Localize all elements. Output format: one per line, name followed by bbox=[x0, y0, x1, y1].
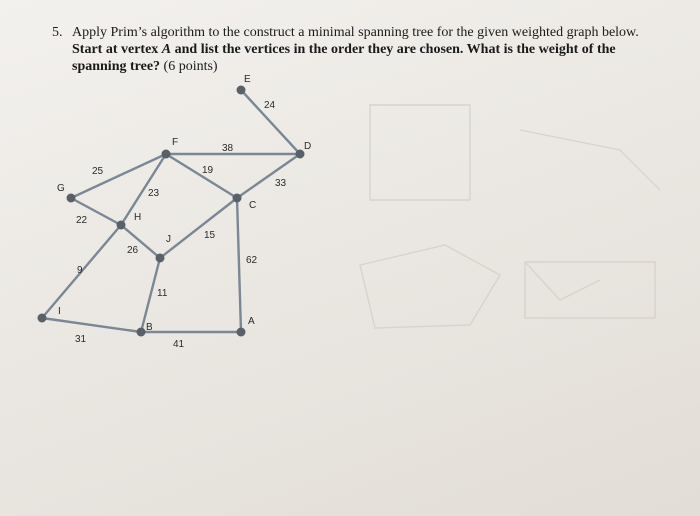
edge-weights bbox=[75, 100, 287, 350]
question-number: 5. bbox=[52, 25, 63, 40]
node-B bbox=[137, 328, 146, 337]
question-instruction-start: Start at vertex bbox=[72, 42, 159, 57]
vertex-label-G: G bbox=[57, 183, 65, 194]
vertex-label-D: D bbox=[304, 141, 312, 152]
weight-F-C: 19 bbox=[202, 165, 214, 176]
vertex-label-I: I bbox=[58, 306, 61, 317]
weight-G-F: 25 bbox=[92, 166, 104, 177]
bleed-through-marks bbox=[360, 105, 660, 328]
node-H bbox=[117, 221, 126, 230]
edge-I-B bbox=[42, 318, 141, 332]
start-vertex: A bbox=[161, 42, 172, 57]
question-points: (6 points) bbox=[163, 59, 218, 74]
weight-I-B: 31 bbox=[75, 334, 87, 345]
weight-D-C: 33 bbox=[275, 178, 287, 189]
weight-C-A: 62 bbox=[246, 255, 258, 266]
weight-B-A: 41 bbox=[173, 339, 185, 350]
node-A bbox=[237, 328, 246, 337]
vertex-label-B: B bbox=[146, 322, 153, 333]
graph-nodes bbox=[38, 86, 305, 337]
weight-F-H: 23 bbox=[148, 188, 160, 199]
vertex-label-J: J bbox=[166, 234, 171, 245]
node-F bbox=[162, 150, 171, 159]
vertex-label-F: F bbox=[172, 137, 179, 148]
vertex-label-C: C bbox=[249, 200, 257, 211]
weight-J-B: 11 bbox=[157, 288, 168, 299]
node-I bbox=[38, 314, 47, 323]
vertex-label-A: A bbox=[248, 316, 255, 327]
edge-C-J bbox=[160, 198, 237, 258]
weight-F-D: 38 bbox=[222, 143, 234, 154]
weight-C-J: 15 bbox=[204, 230, 216, 241]
weight-H-I: 9 bbox=[77, 265, 83, 276]
node-E bbox=[237, 86, 246, 95]
vertex-label-E: E bbox=[244, 74, 251, 85]
question-instruction-rest: and list the vertices in the order they are chosen. What is the weight of the spanning tree? bbox=[72, 42, 616, 74]
node-G bbox=[67, 194, 76, 203]
vertex-label-H: H bbox=[134, 212, 142, 223]
graph-edges bbox=[42, 90, 300, 332]
edge-C-A bbox=[237, 198, 241, 332]
edge-F-C bbox=[166, 154, 237, 198]
node-J bbox=[156, 254, 165, 263]
weight-H-J: 26 bbox=[127, 245, 139, 256]
question-sentence-1: Apply Prim’s algorithm to the construct a minimal spanning tree for the given weighted graph below. bbox=[72, 25, 639, 40]
weight-E-D: 24 bbox=[264, 100, 276, 111]
vertex-labels bbox=[57, 74, 311, 333]
node-C bbox=[233, 194, 242, 203]
edge-D-C bbox=[237, 154, 300, 198]
weight-G-H: 22 bbox=[76, 215, 88, 226]
